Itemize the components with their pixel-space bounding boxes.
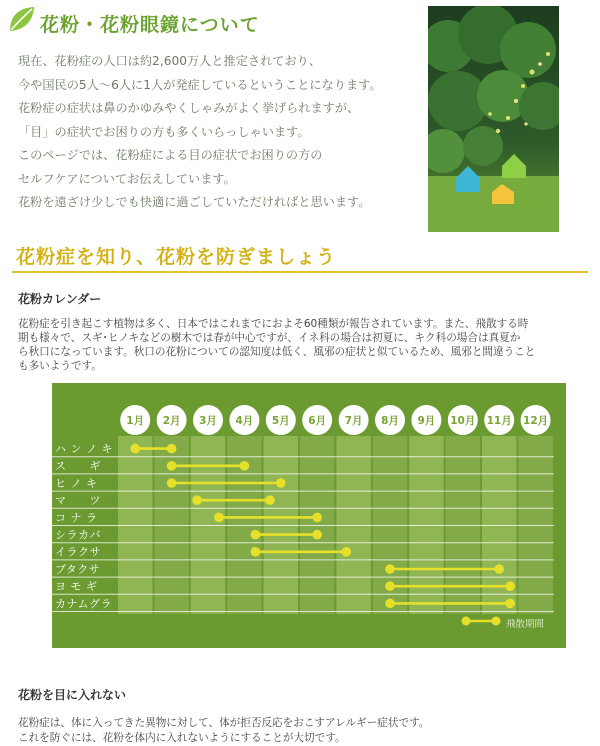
text-line: 花粉症を引き起こす植物は多く、日本ではこれまでにおよそ60種類が報告されています。また、飛散する時 [18, 318, 529, 330]
legend-label: 飛散期間 [506, 619, 545, 630]
text-line: も多いようです。 [18, 360, 102, 372]
pollen-period-start [192, 495, 202, 505]
text-line: これを防ぐには、花粉を体内に入れないようにすることが大切です。 [18, 732, 346, 744]
pollen-period-start [130, 444, 140, 454]
pollen-period-start [251, 530, 261, 540]
pollen-period-start [385, 599, 395, 609]
intro-line: 今や国民の5人〜6人に1人が発症しているということになります。 [18, 77, 382, 92]
month-label: 10月 [450, 415, 476, 427]
plant-label: カナムグラ [55, 597, 112, 611]
month-label: 11月 [486, 415, 512, 427]
plant-label: ハ ン ノ キ [55, 442, 113, 456]
intro-line: このページでは、花粉症による目の症状でお困りの方の [18, 148, 323, 162]
month-label: 3月 [199, 415, 217, 427]
plant-label: コ ナ ラ [55, 511, 98, 525]
plant-label: イラクサ [55, 545, 101, 559]
pollen-period-end [167, 444, 177, 454]
pollen-period-end [265, 495, 275, 505]
month-label: 4月 [235, 415, 254, 427]
month-label: 7月 [344, 415, 363, 427]
eye-protection-text [18, 716, 584, 746]
intro-line: 花粉を遠ざけ少しでも快適に過ごしていただければと思います。 [18, 195, 371, 209]
pollen-period-start [214, 513, 224, 523]
pollen-period-end [240, 461, 250, 471]
pollen-period-start [385, 564, 395, 574]
month-label: 8月 [381, 415, 399, 427]
plant-label: ヒ ノ キ [55, 476, 98, 490]
intro-line: 「目」の症状でお困りの方も多くいらっしゃいます。 [18, 124, 310, 139]
intro-line: 花粉症の症状は鼻のかゆみやくしゃみがよく挙げられますが、 [18, 101, 360, 115]
pollen-calendar-svg [52, 383, 566, 648]
legend-bar-icon [460, 614, 504, 628]
plant-label: マ ツ [55, 494, 101, 508]
pollen-period-end [494, 564, 504, 574]
section-title: 花粉症を知り、花粉を防ぎましょう [16, 246, 337, 268]
pollen-period-start [385, 581, 395, 591]
intro-line: 現在、花粉症の人口は約2,600万人と推定されており、 [18, 54, 322, 68]
pollen-period-end [276, 478, 286, 488]
month-label: 6月 [308, 415, 327, 427]
month-label: 12月 [523, 415, 549, 427]
calendar-description [18, 317, 584, 373]
intro-line: セルフケアについてお伝えしています。 [18, 171, 236, 186]
page-title: 花粉・花粉眼鏡について [40, 14, 260, 36]
forest-houses-image [428, 6, 559, 232]
section-divider [12, 271, 588, 273]
intro-text [18, 50, 418, 215]
leaf-icon [6, 4, 36, 34]
pollen-calendar-chart [52, 383, 566, 648]
month-label: 5月 [271, 415, 290, 427]
pollen-period-end [342, 547, 352, 557]
text-line: 期も様々で、スギ･ヒノキなどの樹木では春が中心ですが、イネ科の場合は初夏に、キク科の場合は真夏か [18, 332, 521, 344]
plant-label: ヨ モ ギ [55, 580, 98, 594]
month-label: 9月 [417, 415, 436, 427]
pollen-period-start [167, 461, 177, 471]
month-label: 1月 [126, 415, 145, 427]
text-line: 花粉症は、体に入ってきた異物に対して、体が拒否反応をおこすアレルギー症状です。 [18, 717, 430, 729]
pollen-period-end [312, 530, 322, 540]
pollen-period-end [505, 581, 515, 591]
pollen-period-start [251, 547, 261, 557]
calendar-heading: 花粉カレンダー [18, 292, 102, 306]
text-line: ら秋口になっています。秋口の花粉についての認知度は低く、風邪の症状と似ているため、風邪と間違うこと [18, 346, 536, 358]
pollen-period-end [312, 513, 322, 523]
eye-protection-heading: 花粉を目に入れない [18, 688, 127, 702]
month-label: 2月 [162, 415, 181, 427]
plant-label: ブタクサ [55, 562, 101, 576]
plant-label: シラカバ [55, 528, 101, 542]
pollen-period-end [505, 599, 515, 609]
pollen-period-start [167, 478, 177, 488]
plant-label: ス ギ [55, 459, 101, 473]
